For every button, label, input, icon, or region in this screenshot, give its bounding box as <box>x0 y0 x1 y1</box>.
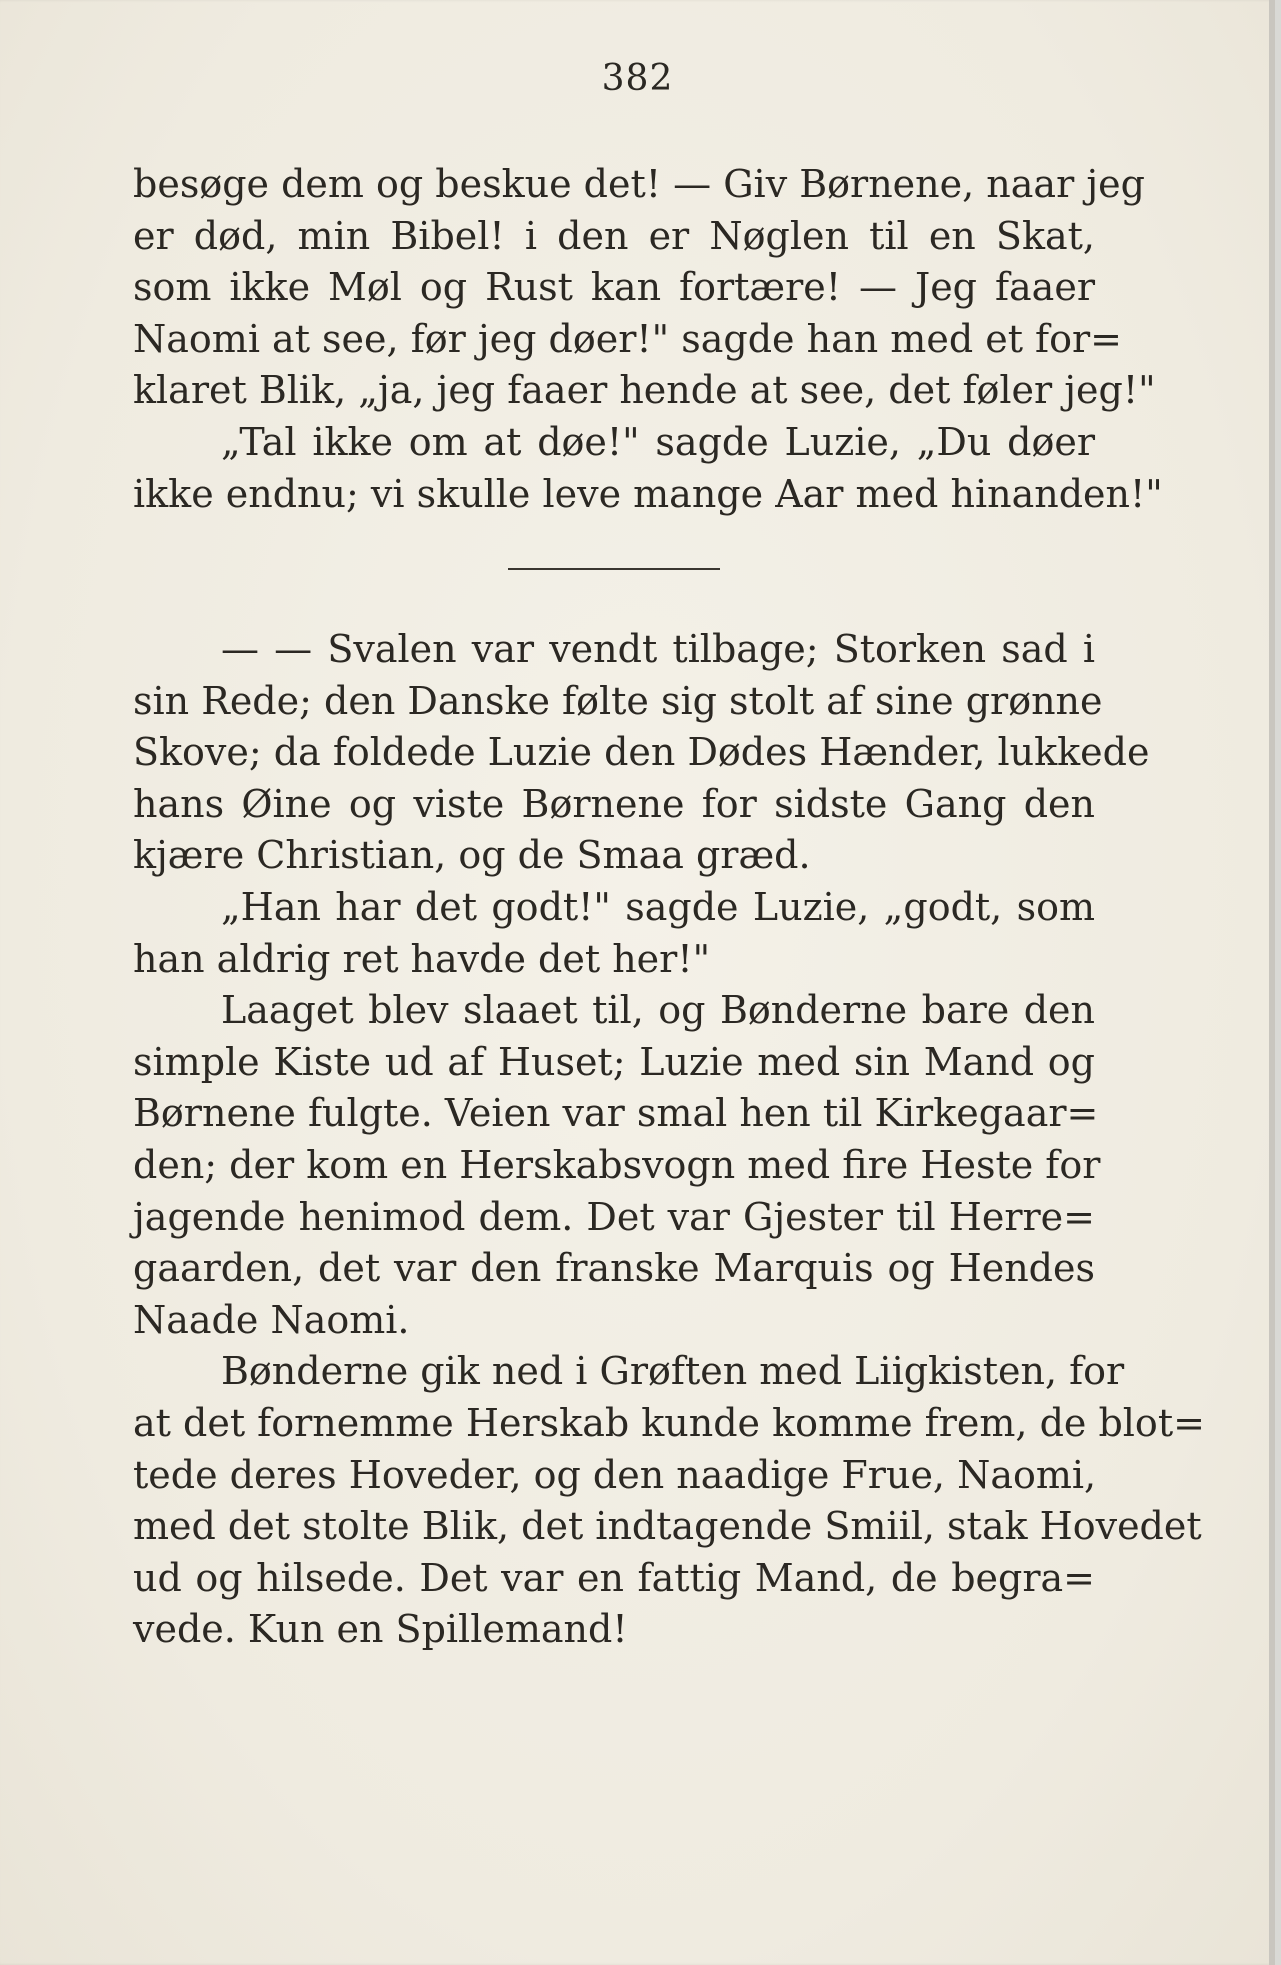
text-line: ikke endnu; vi skulle leve mange Aar med hinanden!" <box>133 471 1163 516</box>
text-line: Bønderne gik ned i Grøften med Liigkisten, for <box>221 1349 1125 1394</box>
text-line: den; der kom en Herskabsvogn med fire Heste for <box>133 1142 1101 1187</box>
text-block-2 <box>133 624 1205 1656</box>
text-line: Børnene fulgte. Veien var smal hen til Kirkegaar= <box>133 1091 1099 1136</box>
text-line: Laaget blev slaaet til, og Bønderne bare den <box>221 988 1095 1033</box>
text-line: tede deres Hoveder, og den naadige Frue, Naomi, <box>133 1452 1097 1497</box>
text-line: gaarden, det var den franske Marquis og Hendes <box>133 1246 1095 1291</box>
section-divider <box>508 568 720 570</box>
text-line: sin Rede; den Danske følte sig stolt af sine grønne <box>133 678 1103 723</box>
text-line: som ikke Møl og Rust kan fortære! — Jeg faaer <box>133 265 1095 310</box>
text-line: — — Svalen var vendt tilbage; Storken sad i <box>221 627 1095 671</box>
text-line: jagende henimod dem. Det var Gjester til Herre= <box>133 1194 1095 1239</box>
text-line: „Han har det godt!" sagde Luzie, „godt, som <box>221 884 1095 929</box>
text-line: med det stolte Blik, det indtagende Smiil, stak Hovedet <box>133 1504 1202 1549</box>
text-line: Naade Naomi. <box>133 1297 410 1342</box>
text-line: Naomi at see, før jeg døer!" sagde han med et for= <box>133 316 1123 361</box>
text-line: besøge dem og beskue det! — Giv Børnene, naar jeg <box>133 162 1145 206</box>
page-edge <box>1269 0 1275 1965</box>
text-line: at det fornemme Herskab kunde komme frem, de blot= <box>133 1400 1205 1445</box>
text-line: ud og hilsede. Det var en fattig Mand, de begra= <box>133 1555 1095 1600</box>
text-line: hans Øine og viste Børnene for sidste Gang den <box>133 781 1095 826</box>
text-line: klaret Blik, „ja, jeg faaer hende at see, det føler jeg!" <box>133 368 1156 413</box>
text-block-1 <box>133 159 1163 520</box>
page-number: 382 <box>601 58 674 99</box>
text-line: kjære Christian, og de Smaa græd. <box>133 833 811 878</box>
text-line: han aldrig ret havde det her!" <box>133 936 711 981</box>
text-line: vede. Kun en Spillemand! <box>133 1607 628 1652</box>
text-line: „Tal ikke om at døe!" sagde Luzie, „Du døer <box>221 419 1095 464</box>
text-line: simple Kiste ud af Huset; Luzie med sin Mand og <box>133 1039 1095 1084</box>
text-line: er død, min Bibel! i den er Nøglen til en Skat, <box>133 213 1095 258</box>
text-line: Skove; da foldede Luzie den Dødes Hænder, lukkede <box>133 730 1150 775</box>
